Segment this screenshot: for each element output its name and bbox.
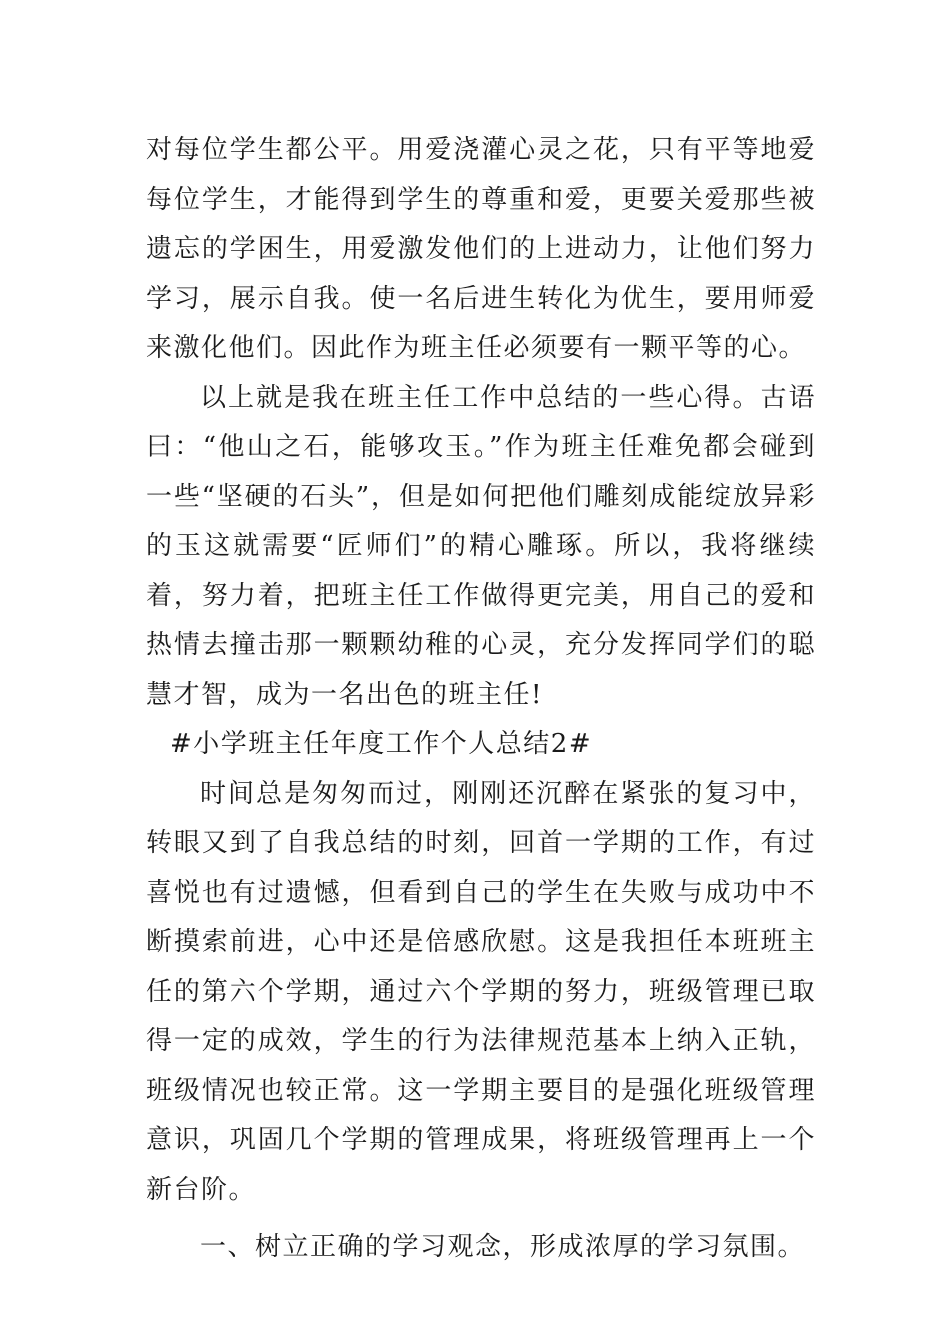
paragraph-point-one: 一、树立正确的学习观念，形成浓厚的学习氛围。 (200, 1232, 806, 1262)
paragraph-fairness-continued: 对每位学生都公平。用爱浇灌心灵之花，只有平等地爱每位学生，才能得到学生的尊重和爱，更要关爱那些被遗忘的学困生，用爱激发他们的上进动力，让他们努力学习，展示自我。使一名后进生转化为优生，要用师爱来激化他们。因此作为班主任必须要有一颗平等的心。 (146, 135, 816, 363)
section-heading: #小学班主任年度工作个人总结2# (170, 729, 593, 759)
paragraph-semester-review: 时间总是匆匆而过，刚刚还沉醉在紧张的复习中，转眼又到了自我总结的时刻，回首一学期的工作，有过喜悦也有过遗憾，但看到自己的学生在失败与成功中不断摸索前进，心中还是倍感欣慰。这是我担任本班班主任的第六个学期，通过六个学期的努力，班级管理已取得一定的成效，学生的行为法律规范基本上纳入正轨，班级情况也较正常。这一学期主要目的是强化班级管理意识，巩固几个学期的管理成果，将班级管理再上一个新台阶。 (146, 778, 816, 1205)
document-body (146, 126, 816, 1273)
paragraph-summary-conclusion: 以上就是我在班主任工作中总结的一些心得。古语曰：“他山之石，能够攻玉。”作为班主任难免都会碰到一些“坚硬的石头”，但是如何把他们雕刻成能绽放异彩的玉这就需要“匠师们”的精心雕琢。所以，我将继续着，努力着，把班主任工作做得更完美，用自己的爱和热情去撞击那一颗颗幼稚的心灵，充分发挥同学们的聪慧才智，成为一名出色的班主任! (146, 382, 816, 710)
